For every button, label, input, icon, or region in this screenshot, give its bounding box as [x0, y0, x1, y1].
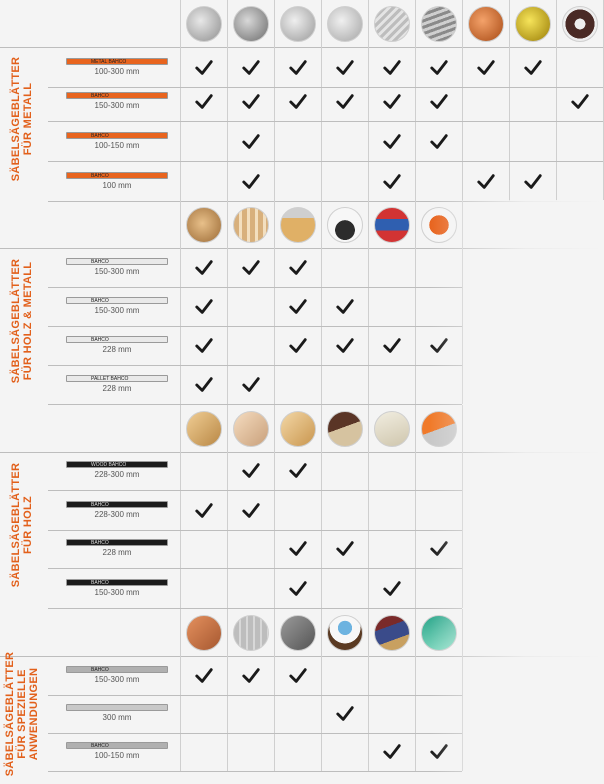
grid-column-line — [180, 0, 181, 201]
check-mark — [383, 93, 403, 113]
check-mark — [430, 540, 450, 560]
grid-column-line — [368, 0, 369, 201]
blade-print: BAHCO — [91, 133, 109, 139]
check-mark — [383, 133, 403, 153]
section-divider — [0, 248, 604, 249]
blade-length-label: 100 mm — [102, 181, 132, 190]
blade-print: BAHCO — [91, 540, 109, 546]
category-label — [10, 49, 34, 189]
cast-iron-pipe-icon — [562, 6, 598, 42]
check-mark — [289, 337, 309, 357]
saw-blade-image — [66, 704, 168, 711]
blade-print: BAHCO — [91, 502, 109, 508]
check-mark — [195, 502, 215, 522]
plank-icon — [233, 411, 269, 447]
check-mark — [336, 59, 356, 79]
blade-length-label: 228 mm — [102, 384, 132, 393]
copper-pipe-icon — [468, 6, 504, 42]
grid-column-line — [415, 405, 416, 608]
row-divider — [48, 490, 462, 491]
blade-length-label: 228-300 mm — [94, 470, 140, 479]
aluminium-profile-icon — [186, 6, 222, 42]
wood-crate-icon — [186, 207, 222, 243]
blade-length-label: 300 mm — [102, 713, 132, 722]
check-mark — [195, 376, 215, 396]
check-mark — [195, 259, 215, 279]
grid-column-line — [462, 201, 463, 404]
grid-column-line — [509, 0, 510, 201]
check-mark — [430, 59, 450, 79]
grid-column-line — [227, 405, 228, 608]
blade-print: BAHCO — [91, 93, 109, 99]
row-divider — [48, 568, 462, 569]
panel-icon — [374, 411, 410, 447]
check-mark — [242, 462, 262, 482]
grid-column-line — [274, 609, 275, 771]
blade-print: METAL BAHCO — [91, 59, 127, 65]
saw-blade-image — [66, 501, 168, 508]
saw-blade-image — [66, 58, 168, 65]
check-mark — [571, 93, 591, 113]
saw-blade-image — [66, 172, 168, 179]
board-icon — [280, 411, 316, 447]
check-mark — [430, 743, 450, 763]
check-mark — [430, 337, 450, 357]
row-divider — [48, 87, 603, 88]
check-mark — [195, 298, 215, 318]
check-mark — [336, 93, 356, 113]
grid-column-line — [462, 0, 463, 201]
section-divider — [0, 656, 604, 657]
grid-column-line — [274, 405, 275, 608]
check-mark — [242, 133, 262, 153]
check-mark — [383, 173, 403, 193]
category-label-line: ANWENDUNGEN — [28, 667, 40, 761]
blade-length-label: 150-300 mm — [94, 267, 140, 276]
row-divider — [48, 608, 462, 609]
grid-column-line — [274, 0, 275, 201]
check-mark — [195, 93, 215, 113]
grid-column-line — [180, 201, 181, 404]
check-mark — [524, 59, 544, 79]
check-mark — [477, 173, 497, 193]
blade-length-label: 100-150 mm — [94, 141, 140, 150]
grid-column-line — [368, 405, 369, 608]
blade-print: WOOD BAHCO — [91, 462, 127, 468]
grid-column-line — [462, 405, 463, 608]
check-mark — [336, 705, 356, 725]
blade-length-label: 228 mm — [102, 345, 132, 354]
check-mark — [289, 462, 309, 482]
blade-length-label: 228 mm — [102, 548, 132, 557]
check-mark — [383, 59, 403, 79]
row-divider — [48, 695, 462, 696]
blade-length-label: 100-300 mm — [94, 67, 140, 76]
fire-rescue-icon — [421, 207, 457, 243]
category-label-line: FÜR HOLZ — [22, 495, 34, 554]
blade-length-label: 100-150 mm — [94, 751, 140, 760]
nailed-wood-icon — [280, 207, 316, 243]
grid-column-line — [227, 609, 228, 771]
category-label-line: FÜR HOLZ & METALL — [22, 261, 34, 380]
carpet-icon — [374, 615, 410, 651]
grid-column-line — [556, 0, 557, 201]
saw-blade-image — [66, 742, 168, 749]
check-mark — [289, 259, 309, 279]
check-mark — [289, 580, 309, 600]
saw-blade-image — [66, 258, 168, 265]
row-divider — [48, 326, 462, 327]
category-label-line: SÄBELSÄGEBLÄTTER — [10, 56, 22, 181]
demolition-ball-icon — [327, 207, 363, 243]
row-divider — [48, 161, 603, 162]
check-mark — [289, 298, 309, 318]
check-mark — [430, 133, 450, 153]
check-mark — [195, 59, 215, 79]
blade-print: BAHCO — [91, 298, 109, 304]
blade-length-label: 150-300 mm — [94, 588, 140, 597]
angle-profile-icon — [280, 6, 316, 42]
brass-pipe-icon — [515, 6, 551, 42]
row-divider — [48, 733, 462, 734]
check-mark — [336, 337, 356, 357]
check-mark — [336, 540, 356, 560]
section-divider — [0, 47, 604, 48]
check-mark — [195, 667, 215, 687]
stacked-sheets-icon — [421, 6, 457, 42]
check-mark — [383, 743, 403, 763]
laminate-icon — [327, 411, 363, 447]
pallet-icon — [233, 207, 269, 243]
grid-column-line — [274, 201, 275, 404]
frozen-food-icon — [327, 615, 363, 651]
blade-print: PALLET BAHCO — [91, 376, 129, 382]
check-mark — [242, 502, 262, 522]
aerated-concrete-icon — [280, 615, 316, 651]
blade-print: BAHCO — [91, 337, 109, 343]
grid-column-line — [321, 0, 322, 201]
blade-print: BAHCO — [91, 743, 109, 749]
grid-column-line — [321, 405, 322, 608]
sheet-metal-icon — [374, 6, 410, 42]
check-mark — [289, 59, 309, 79]
blade-print: BAHCO — [91, 259, 109, 265]
row-divider — [48, 201, 603, 202]
steel-profile-icon — [233, 6, 269, 42]
blade-print: BAHCO — [91, 667, 109, 673]
grid-column-line — [180, 405, 181, 608]
category-label — [4, 644, 40, 784]
saw-blade-image — [66, 461, 168, 468]
row-divider — [48, 530, 462, 531]
blade-length-label: 150-300 mm — [94, 675, 140, 684]
saw-blade-image — [66, 666, 168, 673]
row-divider — [48, 365, 462, 366]
timber-beam-icon — [186, 411, 222, 447]
saw-blade-image — [66, 375, 168, 382]
check-mark — [289, 93, 309, 113]
saw-blade-image — [66, 92, 168, 99]
check-mark — [195, 337, 215, 357]
grid-column-line — [368, 609, 369, 771]
grid-column-line — [462, 609, 463, 771]
category-label-line: FÜR METALL — [22, 82, 34, 155]
check-mark — [242, 376, 262, 396]
grid-column-line — [415, 201, 416, 404]
saw-blade-image — [66, 539, 168, 546]
grid-column-line — [368, 201, 369, 404]
row-divider — [48, 404, 462, 405]
check-mark — [524, 173, 544, 193]
check-mark — [242, 93, 262, 113]
saw-blade-image — [66, 132, 168, 139]
grid-column-line — [415, 609, 416, 771]
grid-column-line — [227, 0, 228, 201]
check-mark — [289, 540, 309, 560]
blade-length-label: 228-300 mm — [94, 510, 140, 519]
row-divider — [48, 287, 462, 288]
check-mark — [289, 667, 309, 687]
brick-icon — [186, 615, 222, 651]
grid-column-line — [180, 609, 181, 771]
category-label-line: SÄBELSÄGEBLÄTTER — [10, 258, 22, 383]
blade-print: BAHCO — [91, 173, 109, 179]
check-mark — [336, 298, 356, 318]
car-recycling-icon — [374, 207, 410, 243]
check-mark — [430, 93, 450, 113]
row-divider — [48, 121, 603, 122]
grid-column-line — [415, 0, 416, 201]
block-icon — [233, 615, 269, 651]
grid-column-line — [321, 609, 322, 771]
blade-print: BAHCO — [91, 580, 109, 586]
blade-length-label: 150-300 mm — [94, 101, 140, 110]
check-mark — [242, 59, 262, 79]
grid-column-line — [227, 201, 228, 404]
check-mark — [242, 259, 262, 279]
check-mark — [477, 59, 497, 79]
blade-length-label: 150-300 mm — [94, 306, 140, 315]
check-mark — [383, 580, 403, 600]
section-divider — [0, 452, 604, 453]
saw-blade-image — [66, 336, 168, 343]
check-mark — [242, 667, 262, 687]
grunge-fade — [430, 200, 604, 772]
glass-fiber-icon — [421, 615, 457, 651]
category-label — [10, 455, 34, 595]
saw-blade-image — [66, 297, 168, 304]
category-label-line: SÄBELSÄGEBLÄTTER — [10, 462, 22, 587]
category-label-line: SÄBELSÄGEBLÄTTER — [4, 651, 16, 777]
check-mark — [383, 337, 403, 357]
category-label-line: FÜR SPEZIELLE — [16, 669, 28, 759]
grid-column-line — [321, 201, 322, 404]
tube-profile-icon — [327, 6, 363, 42]
saw-blade-image — [66, 579, 168, 586]
category-label — [10, 251, 34, 391]
check-mark — [242, 173, 262, 193]
plastic-pipe-icon — [421, 411, 457, 447]
